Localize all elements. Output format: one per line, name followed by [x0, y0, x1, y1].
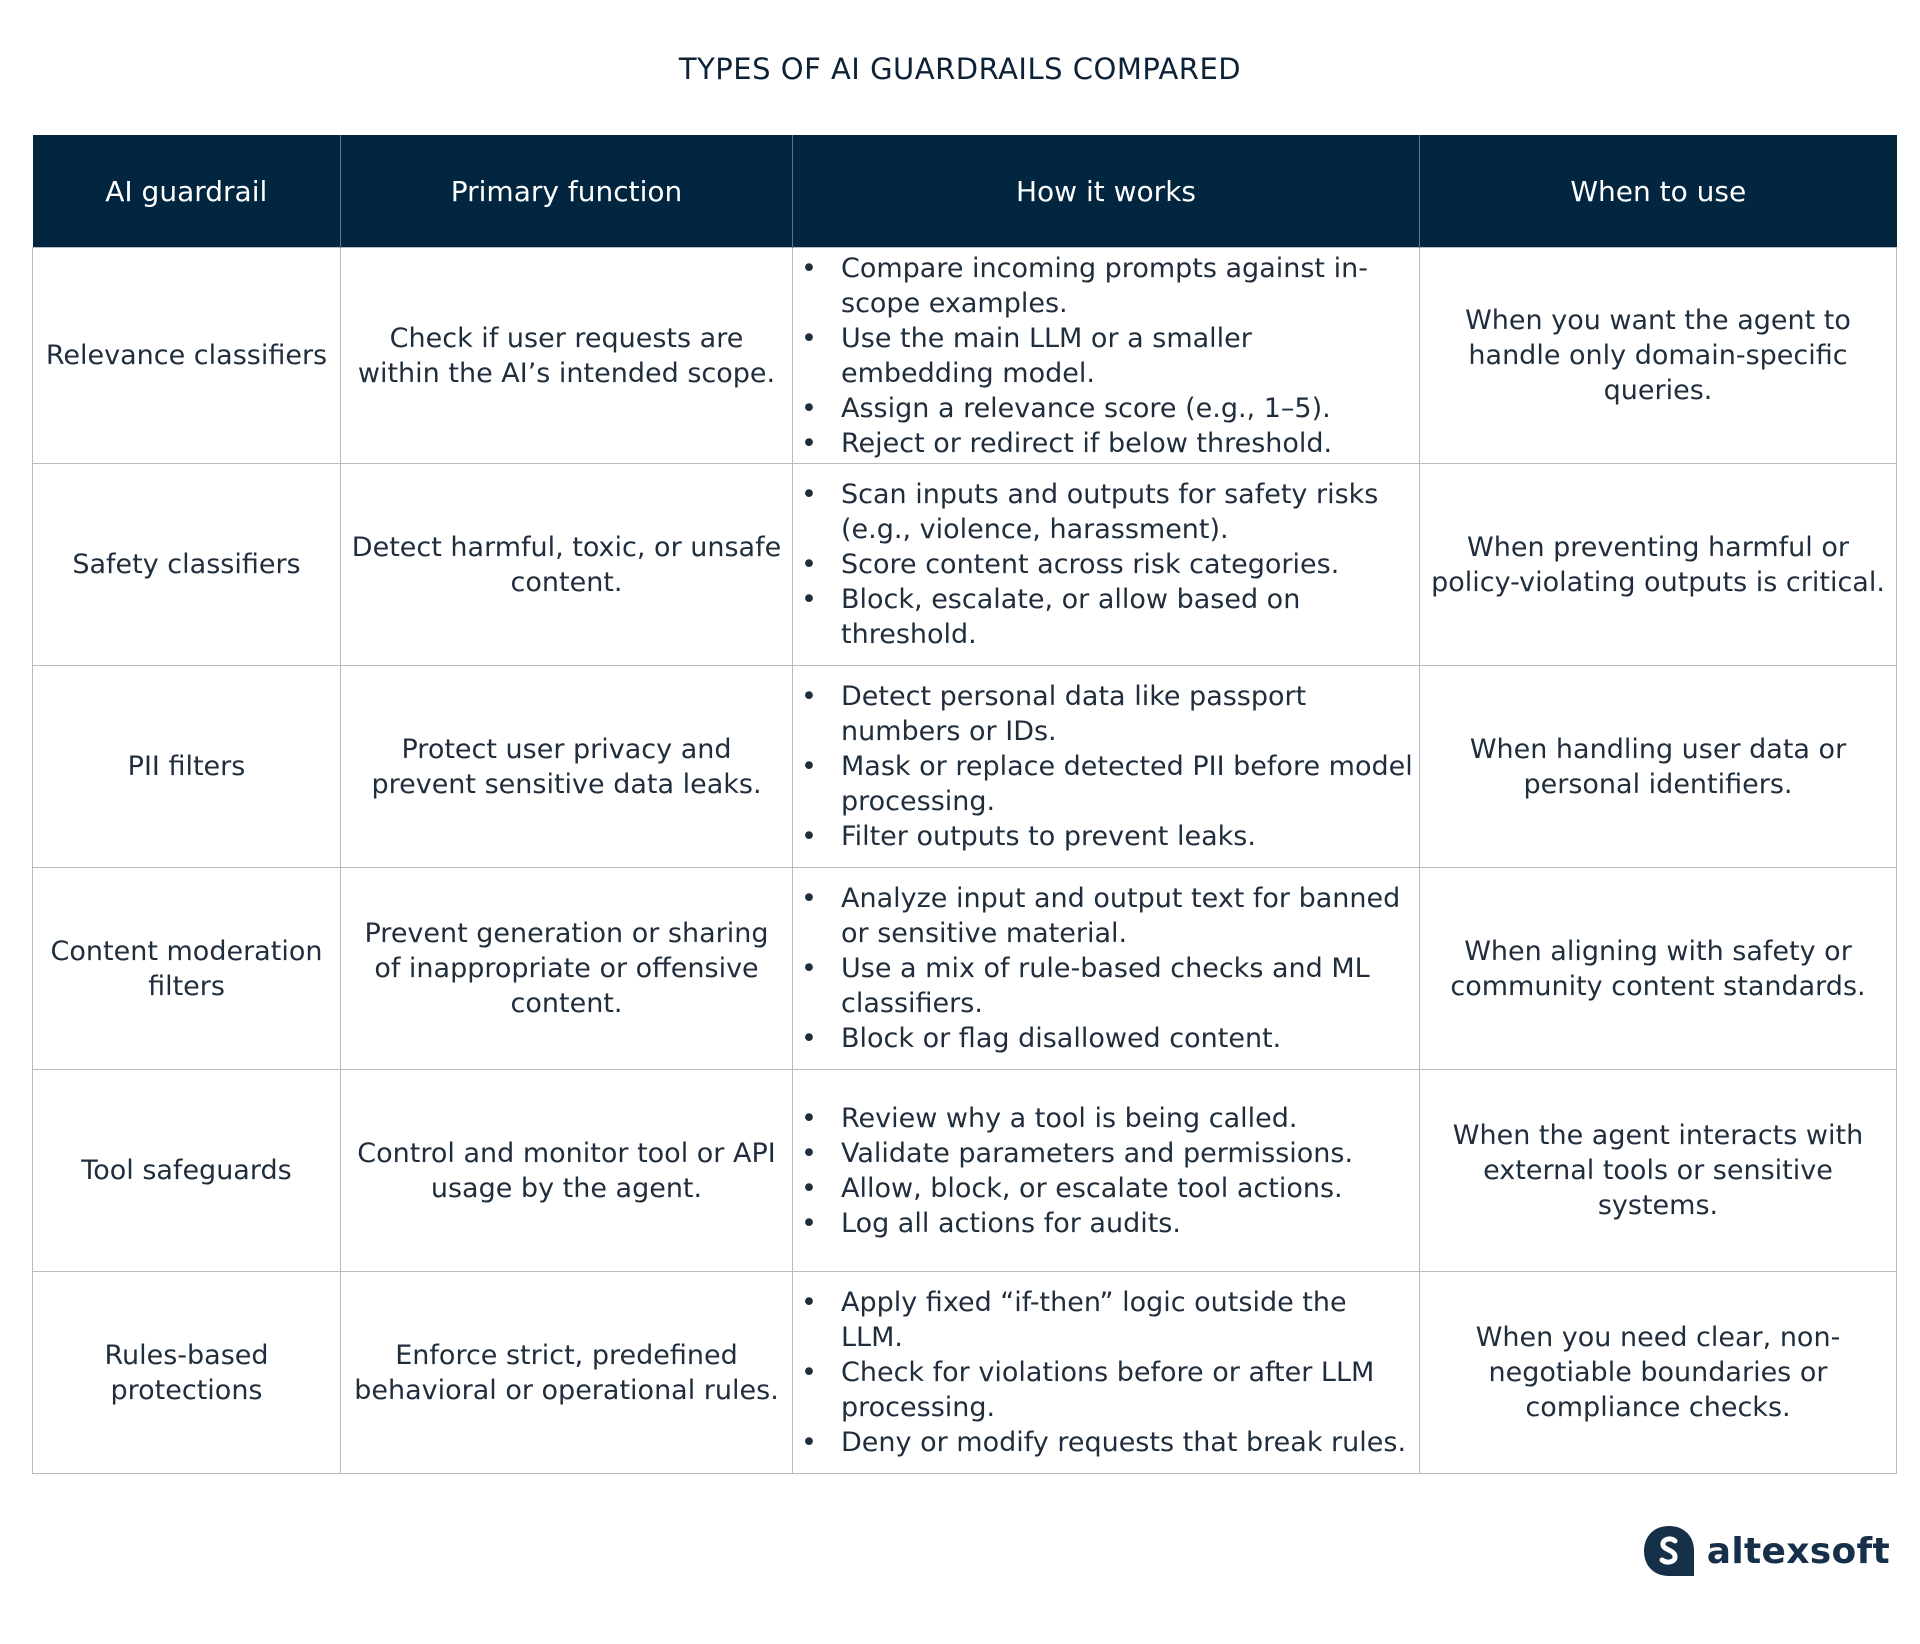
list-item-text: Check for violations before or after LLM processing.: [841, 1357, 1375, 1423]
list-item: [801, 1136, 1413, 1171]
bullet-icon: •: [801, 821, 817, 852]
bullet-icon: •: [801, 1427, 817, 1458]
bullet-icon: •: [801, 1357, 817, 1388]
header-primary-function: Primary function: [341, 135, 793, 248]
list-item: [801, 1425, 1413, 1460]
how-cell: [793, 1070, 1420, 1272]
list-item: [801, 1171, 1413, 1206]
list-item-text: Block or flag disallowed content.: [841, 1023, 1282, 1054]
how-cell: [793, 464, 1420, 666]
list-item: [801, 426, 1413, 461]
list-item-text: Mask or replace detected PII before model processing.: [841, 751, 1413, 817]
bullet-icon: •: [801, 584, 817, 615]
list-item: [801, 951, 1413, 1021]
page-title: TYPES OF AI GUARDRAILS COMPARED: [678, 52, 1242, 86]
guardrail-cell: Relevance classifiers: [33, 248, 341, 464]
header-row: [33, 135, 1897, 248]
list-item: [801, 1355, 1413, 1425]
bullet-icon: •: [801, 1023, 817, 1054]
bullet-icon: •: [801, 549, 817, 580]
bullet-icon: •: [801, 883, 817, 914]
list-item: [801, 547, 1413, 582]
list-item-text: Apply fixed “if-then” logic outside the LLM.: [841, 1287, 1347, 1353]
how-list: [801, 477, 1413, 652]
bullet-icon: •: [801, 252, 817, 284]
guardrail-cell: PII filters: [33, 666, 341, 868]
list-item-text: Filter outputs to prevent leaks.: [841, 821, 1256, 852]
function-cell: Detect harmful, toxic, or unsafe content.: [341, 464, 793, 666]
how-list: [801, 679, 1413, 854]
list-item: [801, 881, 1413, 951]
how-list: [801, 881, 1413, 1056]
function-cell: Prevent generation or sharing of inappropriate or offensive content.: [341, 868, 793, 1070]
how-list: [801, 1285, 1413, 1460]
guardrail-cell: Content moderation filters: [33, 868, 341, 1070]
header-how-it-works: How it works: [793, 135, 1420, 248]
list-item-text: Block, escalate, or allow based on threshold.: [841, 584, 1301, 650]
list-item-text: Score content across risk categories.: [841, 549, 1340, 580]
table-row: [33, 868, 1897, 1070]
how-cell: [793, 666, 1420, 868]
list-item-text: Detect personal data like passport numbers or IDs.: [841, 681, 1307, 747]
when-cell: When aligning with safety or community content standards.: [1420, 868, 1897, 1070]
how-list: [801, 1101, 1413, 1241]
table-header: [33, 135, 1897, 248]
bullet-icon: •: [801, 751, 817, 782]
guardrail-cell: Rules-based protections: [33, 1272, 341, 1474]
altexsoft-logo: [1641, 1523, 1890, 1579]
bullet-icon: •: [801, 479, 817, 510]
bullet-icon: •: [801, 1207, 817, 1239]
bullet-icon: •: [801, 1287, 817, 1318]
list-item: [801, 251, 1413, 321]
list-item: [801, 391, 1413, 426]
when-cell: When you need clear, non-negotiable boundaries or compliance checks.: [1420, 1272, 1897, 1474]
function-cell: Check if user requests are within the AI’s intended scope.: [341, 248, 793, 464]
list-item-text: Review why a tool is being called.: [841, 1102, 1298, 1134]
table-body: [33, 248, 1897, 1474]
list-item-text: Validate parameters and permissions.: [841, 1137, 1354, 1169]
table-row: [33, 1070, 1897, 1272]
header-ai-guardrail: AI guardrail: [33, 135, 341, 248]
bullet-icon: •: [801, 1102, 817, 1134]
list-item: [801, 1021, 1413, 1056]
list-item-text: Analyze input and output text for banned or sensitive material.: [841, 883, 1401, 949]
list-item: [801, 321, 1413, 391]
how-cell: [793, 1272, 1420, 1474]
how-list: [801, 251, 1413, 461]
table-row: [33, 666, 1897, 868]
list-item-text: Allow, block, or escalate tool actions.: [841, 1172, 1343, 1204]
bullet-icon: •: [801, 1172, 817, 1204]
logo-text: altexsoft: [1706, 1530, 1890, 1572]
guardrail-cell: Tool safeguards: [33, 1070, 341, 1272]
when-cell: When you want the agent to handle only domain-specific queries.: [1420, 248, 1897, 464]
list-item: [801, 1285, 1413, 1355]
bullet-icon: •: [801, 427, 817, 459]
list-item: [801, 679, 1413, 749]
guardrail-cell: Safety classifiers: [33, 464, 341, 666]
list-item: [801, 819, 1413, 854]
function-cell: Protect user privacy and prevent sensitive data leaks.: [341, 666, 793, 868]
how-cell: [793, 248, 1420, 464]
list-item: [801, 749, 1413, 819]
function-cell: Enforce strict, predefined behavioral or operational rules.: [341, 1272, 793, 1474]
table-row: [33, 1272, 1897, 1474]
guardrails-comparison-table: [32, 135, 1897, 1474]
how-cell: [793, 868, 1420, 1070]
when-cell: When handling user data or personal identifiers.: [1420, 666, 1897, 868]
table-row: [33, 464, 1897, 666]
bullet-icon: •: [801, 392, 817, 424]
list-item-text: Compare incoming prompts against in-scope examples.: [841, 252, 1368, 319]
bullet-icon: •: [801, 953, 817, 984]
bullet-icon: •: [801, 1137, 817, 1169]
list-item: [801, 477, 1413, 547]
list-item-text: Log all actions for audits.: [841, 1207, 1181, 1239]
header-when-to-use: When to use: [1420, 135, 1897, 248]
list-item: [801, 1206, 1413, 1241]
list-item-text: Reject or redirect if below threshold.: [841, 427, 1333, 459]
bullet-icon: •: [801, 681, 817, 712]
list-item-text: Use a mix of rule-based checks and ML classifiers.: [841, 953, 1370, 1019]
altexsoft-logo-icon: [1641, 1523, 1697, 1579]
list-item-text: Use the main LLM or a smaller embedding model.: [841, 322, 1252, 389]
when-cell: When preventing harmful or policy-violating outputs is critical.: [1420, 464, 1897, 666]
function-cell: Control and monitor tool or API usage by the agent.: [341, 1070, 793, 1272]
when-cell: When the agent interacts with external tools or sensitive systems.: [1420, 1070, 1897, 1272]
list-item: [801, 1101, 1413, 1136]
table-row: [33, 248, 1897, 464]
list-item-text: Deny or modify requests that break rules.: [841, 1427, 1407, 1458]
list-item: [801, 582, 1413, 652]
list-item-text: Scan inputs and outputs for safety risks (e.g., violence, harassment).: [841, 479, 1379, 545]
list-item-text: Assign a relevance score (e.g., 1–5).: [841, 392, 1331, 424]
bullet-icon: •: [801, 322, 817, 354]
